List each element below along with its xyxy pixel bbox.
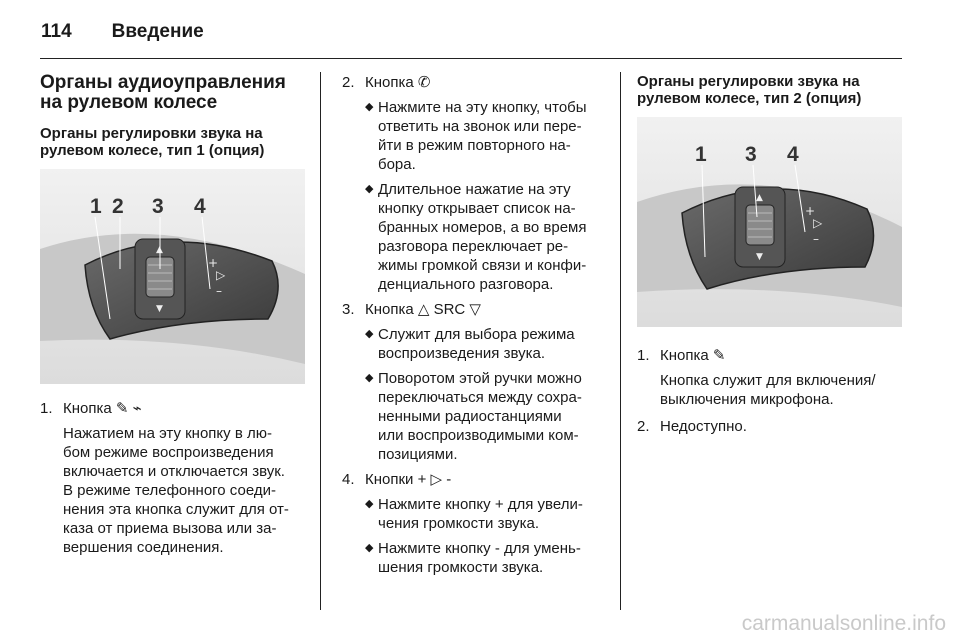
- item-label: Кнопки + ▷ -: [365, 471, 452, 488]
- column-3: [637, 73, 902, 442]
- text-line: вершения соединения.: [63, 539, 224, 556]
- bullet-icon: ◆: [365, 498, 374, 510]
- list-item: [342, 73, 607, 92]
- text-line: Поворотом этой ручки можно: [378, 370, 582, 387]
- item-number: 1.: [40, 400, 53, 417]
- text-line: шения громкости звука.: [378, 559, 544, 576]
- bullet-item: [365, 180, 607, 294]
- text-line: чения громкости звука.: [378, 515, 539, 532]
- svg-text:–: –: [216, 284, 222, 298]
- item-number: 2.: [637, 418, 650, 435]
- list-item: [342, 300, 607, 319]
- column-divider-2: [620, 72, 621, 610]
- item-number: 1.: [637, 347, 650, 364]
- text-line: каза от приема вызова или за-: [63, 520, 277, 537]
- section-heading: Органы аудиоуправления на рулевом колесе: [40, 72, 286, 113]
- item-list: [637, 346, 902, 436]
- page-number: 114: [41, 21, 72, 42]
- bullet-item: [365, 495, 607, 533]
- svg-text:+: +: [208, 256, 219, 270]
- item-number: 3.: [342, 301, 355, 318]
- header-rule: [40, 58, 902, 59]
- figure-label: 1: [695, 143, 707, 166]
- list-item: [40, 399, 305, 418]
- svg-text:–: –: [813, 232, 819, 246]
- item-label: Кнопка ✆: [365, 74, 431, 91]
- column-2: [342, 73, 607, 583]
- text-line: разговора переключает ре-: [378, 238, 569, 255]
- figure-label: 3: [152, 195, 164, 218]
- item-list: [40, 399, 305, 557]
- list-item: [342, 470, 607, 489]
- text-line: переключаться между сохра-: [378, 389, 582, 406]
- bullet-icon: ◆: [365, 101, 374, 113]
- column-divider-1: [320, 72, 321, 610]
- page-title: Введение: [111, 21, 204, 42]
- bullet-icon: ◆: [365, 183, 374, 195]
- item-label: Кнопка ✎: [660, 347, 726, 364]
- figure-label: 2: [112, 195, 124, 218]
- svg-text:▷: ▷: [813, 216, 823, 230]
- subsection-heading-type2: Органы регулировки звука на рулевом колесе, тип 2 (опция): [637, 73, 862, 107]
- text-line: Длительное нажатие на эту: [378, 181, 571, 198]
- svg-text:▲: ▲: [756, 193, 763, 203]
- text-line: бранных номеров, а во время: [378, 219, 587, 236]
- svg-text:▷: ▷: [216, 268, 226, 282]
- subsection-heading-type1: Органы регулировки звука на рулевом колесе, тип 1 (опция): [40, 125, 265, 159]
- figure-label: 3: [745, 143, 757, 166]
- bullet-item: [365, 98, 607, 174]
- text-line: позициями.: [378, 446, 458, 463]
- svg-text:▲: ▲: [156, 245, 163, 255]
- bullet-icon: ◆: [365, 328, 374, 340]
- text-line: Нажмите на эту кнопку, чтобы: [378, 99, 587, 116]
- text-line: включается и отключается звук.: [63, 463, 285, 480]
- text-line: Нажмите кнопку + для увели-: [378, 496, 583, 513]
- steering-controls-illustration: [637, 117, 902, 327]
- figure-label: 4: [787, 143, 799, 166]
- text-line: бом режиме воспроизведения: [63, 444, 274, 461]
- text-line: или воспроизводимыми ком-: [378, 427, 579, 444]
- bullet-item: [365, 325, 607, 363]
- item-number: 4.: [342, 471, 355, 488]
- text-line: жимы громкой связи и конфи-: [378, 257, 587, 274]
- bullet-item: [365, 539, 607, 577]
- text-line: Нажмите кнопку - для умень-: [378, 540, 581, 557]
- column-1: [40, 73, 305, 557]
- text-line: Нажатием на эту кнопку в лю-: [63, 425, 272, 442]
- watermark: carmanualsonline.info: [741, 612, 946, 635]
- svg-text:▼: ▼: [756, 252, 763, 262]
- text-line: кнопку открывает список на-: [378, 200, 576, 217]
- steering-controls-illustration: [40, 169, 305, 384]
- svg-text:+: +: [805, 204, 816, 218]
- item-label: Кнопка ✎ ⌁: [63, 400, 142, 417]
- text-line: Кнопка служит для включения/: [660, 372, 876, 389]
- item-number: 2.: [342, 74, 355, 91]
- item-description: [63, 424, 305, 557]
- text-line: йти в режим повторного на-: [378, 137, 571, 154]
- text-line: выключения микрофона.: [660, 391, 834, 408]
- steering-controls-figure-type2: [637, 117, 902, 332]
- text-line: бора.: [378, 156, 416, 173]
- steering-controls-figure-type1: [40, 169, 305, 389]
- bullet-icon: ◆: [365, 372, 374, 384]
- bullet-item: [365, 369, 607, 464]
- list-item: [637, 417, 902, 436]
- item-description: [660, 371, 902, 409]
- text-line: Служит для выбора режима: [378, 326, 575, 343]
- page-header: [41, 14, 204, 50]
- item-label: Недоступно.: [660, 418, 747, 435]
- text-line: нения эта кнопка служит для от-: [63, 501, 289, 518]
- item-label: Кнопка △ SRC ▽: [365, 301, 481, 318]
- figure-label: 4: [194, 195, 206, 218]
- list-item: [637, 346, 902, 365]
- text-line: денциального разговора.: [378, 276, 554, 293]
- text-line: воспроизведения звука.: [378, 345, 545, 362]
- text-line: ненными радиостанциями: [378, 408, 562, 425]
- svg-text:▼: ▼: [156, 304, 163, 314]
- text-line: В режиме телефонного соеди-: [63, 482, 276, 499]
- bullet-icon: ◆: [365, 542, 374, 554]
- text-line: ответить на звонок или пере-: [378, 118, 582, 135]
- figure-label: 1: [90, 195, 102, 218]
